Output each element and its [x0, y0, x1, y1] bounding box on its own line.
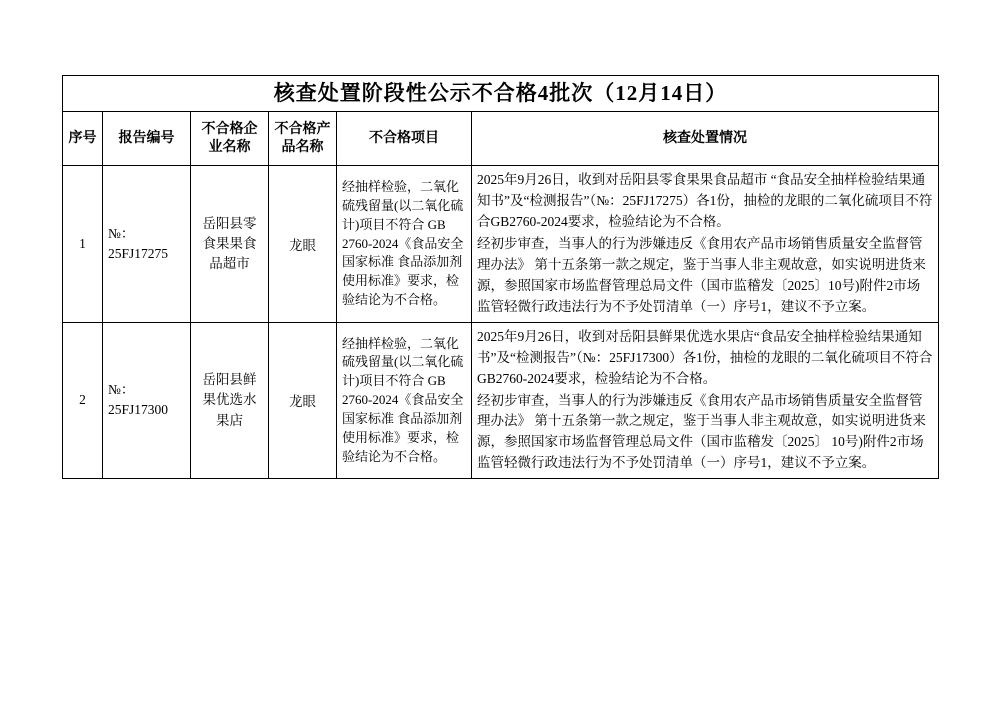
disposal-paragraph-1: 2025年9月26日，收到对岳阳县鲜果优选水果店“食品安全抽样检验结果通知书”及“检测报告”（№：25FJ17300）各1份，抽检的龙眼的二氧化硫项目不符合GB2760-2024要求，检验结论为不合格。 — [477, 328, 933, 386]
cell-entity: 岳阳县鲜果优选水果店 — [191, 322, 269, 478]
cell-seq: 1 — [63, 166, 103, 322]
disposal-paragraph-2: 经初步审查，当事人的行为涉嫌违反《食用农产品市场销售质量安全监督管理办法》 第十五条第一款之规定，鉴于当事人非主观故意，如实说明进货来源，参照国家市场监督管理总局文件（国市监稽发〔2025〕10号)附件2市场监管轻微行政违法行为不予处罚清单（一）序号1，建议不予立案。 — [477, 236, 926, 314]
column-header-item: 不合格项目 — [337, 112, 472, 166]
cell-seq: 2 — [63, 322, 103, 478]
column-header-report-no: 报告编号 — [103, 112, 191, 166]
cell-entity: 岳阳县零食果果食品超市 — [191, 166, 269, 322]
column-header-disposal: 核查处置情况 — [472, 112, 939, 166]
disposal-paragraph-2: 经初步审查，当事人的行为涉嫌违反《食用农产品市场销售质量安全监督管理办法》 第十五条第一款之规定，鉴于当事人非主观故意，如实说明进货来源，参照国家市场监督管理总局文件（国市监稽发〔2025〕 10号)附件2市场监管轻微行政违法行为不予处罚清单（一）序号1，建议不予立案。 — [477, 392, 926, 471]
disposal-paragraph-1: 2025年9月26日，收到对岳阳县零食果果食品超市 “食品安全抽样检验结果通知书”及“检测报告”（№：25FJ17275）各1份，抽检的龙眼的二氧化硫项目不符合GB2760-2024要求，检验结论为不合格。 — [477, 172, 933, 230]
column-header-entity: 不合格企业名称 — [191, 112, 269, 166]
table-header-row — [63, 112, 939, 166]
cell-report-no: №：25FJ17275 — [103, 166, 191, 322]
cell-item: 经抽样检验，二氧化硫残留量(以二氧化硫计)项目不符合 GB 2760-2024《食品安全国家标准 食品添加剂使用标准》要求，检验结论为不合格。 — [337, 166, 472, 322]
table-row — [63, 322, 939, 478]
cell-disposal — [472, 166, 939, 322]
table-title-row — [63, 76, 939, 112]
column-header-product: 不合格产品名称 — [269, 112, 337, 166]
cell-disposal — [472, 322, 939, 478]
table-row — [63, 166, 939, 322]
cell-product: 龙眼 — [269, 322, 337, 478]
inspection-results-table — [62, 75, 939, 479]
cell-report-no: №：25FJ17300 — [103, 322, 191, 478]
cell-product: 龙眼 — [269, 166, 337, 322]
column-header-seq: 序号 — [63, 112, 103, 166]
cell-item: 经抽样检验，二氧化硫残留量(以二氧化硫计)项目不符合 GB 2760-2024《食品安全国家标准 食品添加剂使用标准》要求，检验结论为不合格。 — [337, 322, 472, 478]
page-title: 核查处置阶段性公示不合格4批次（12月14日） — [63, 76, 939, 112]
